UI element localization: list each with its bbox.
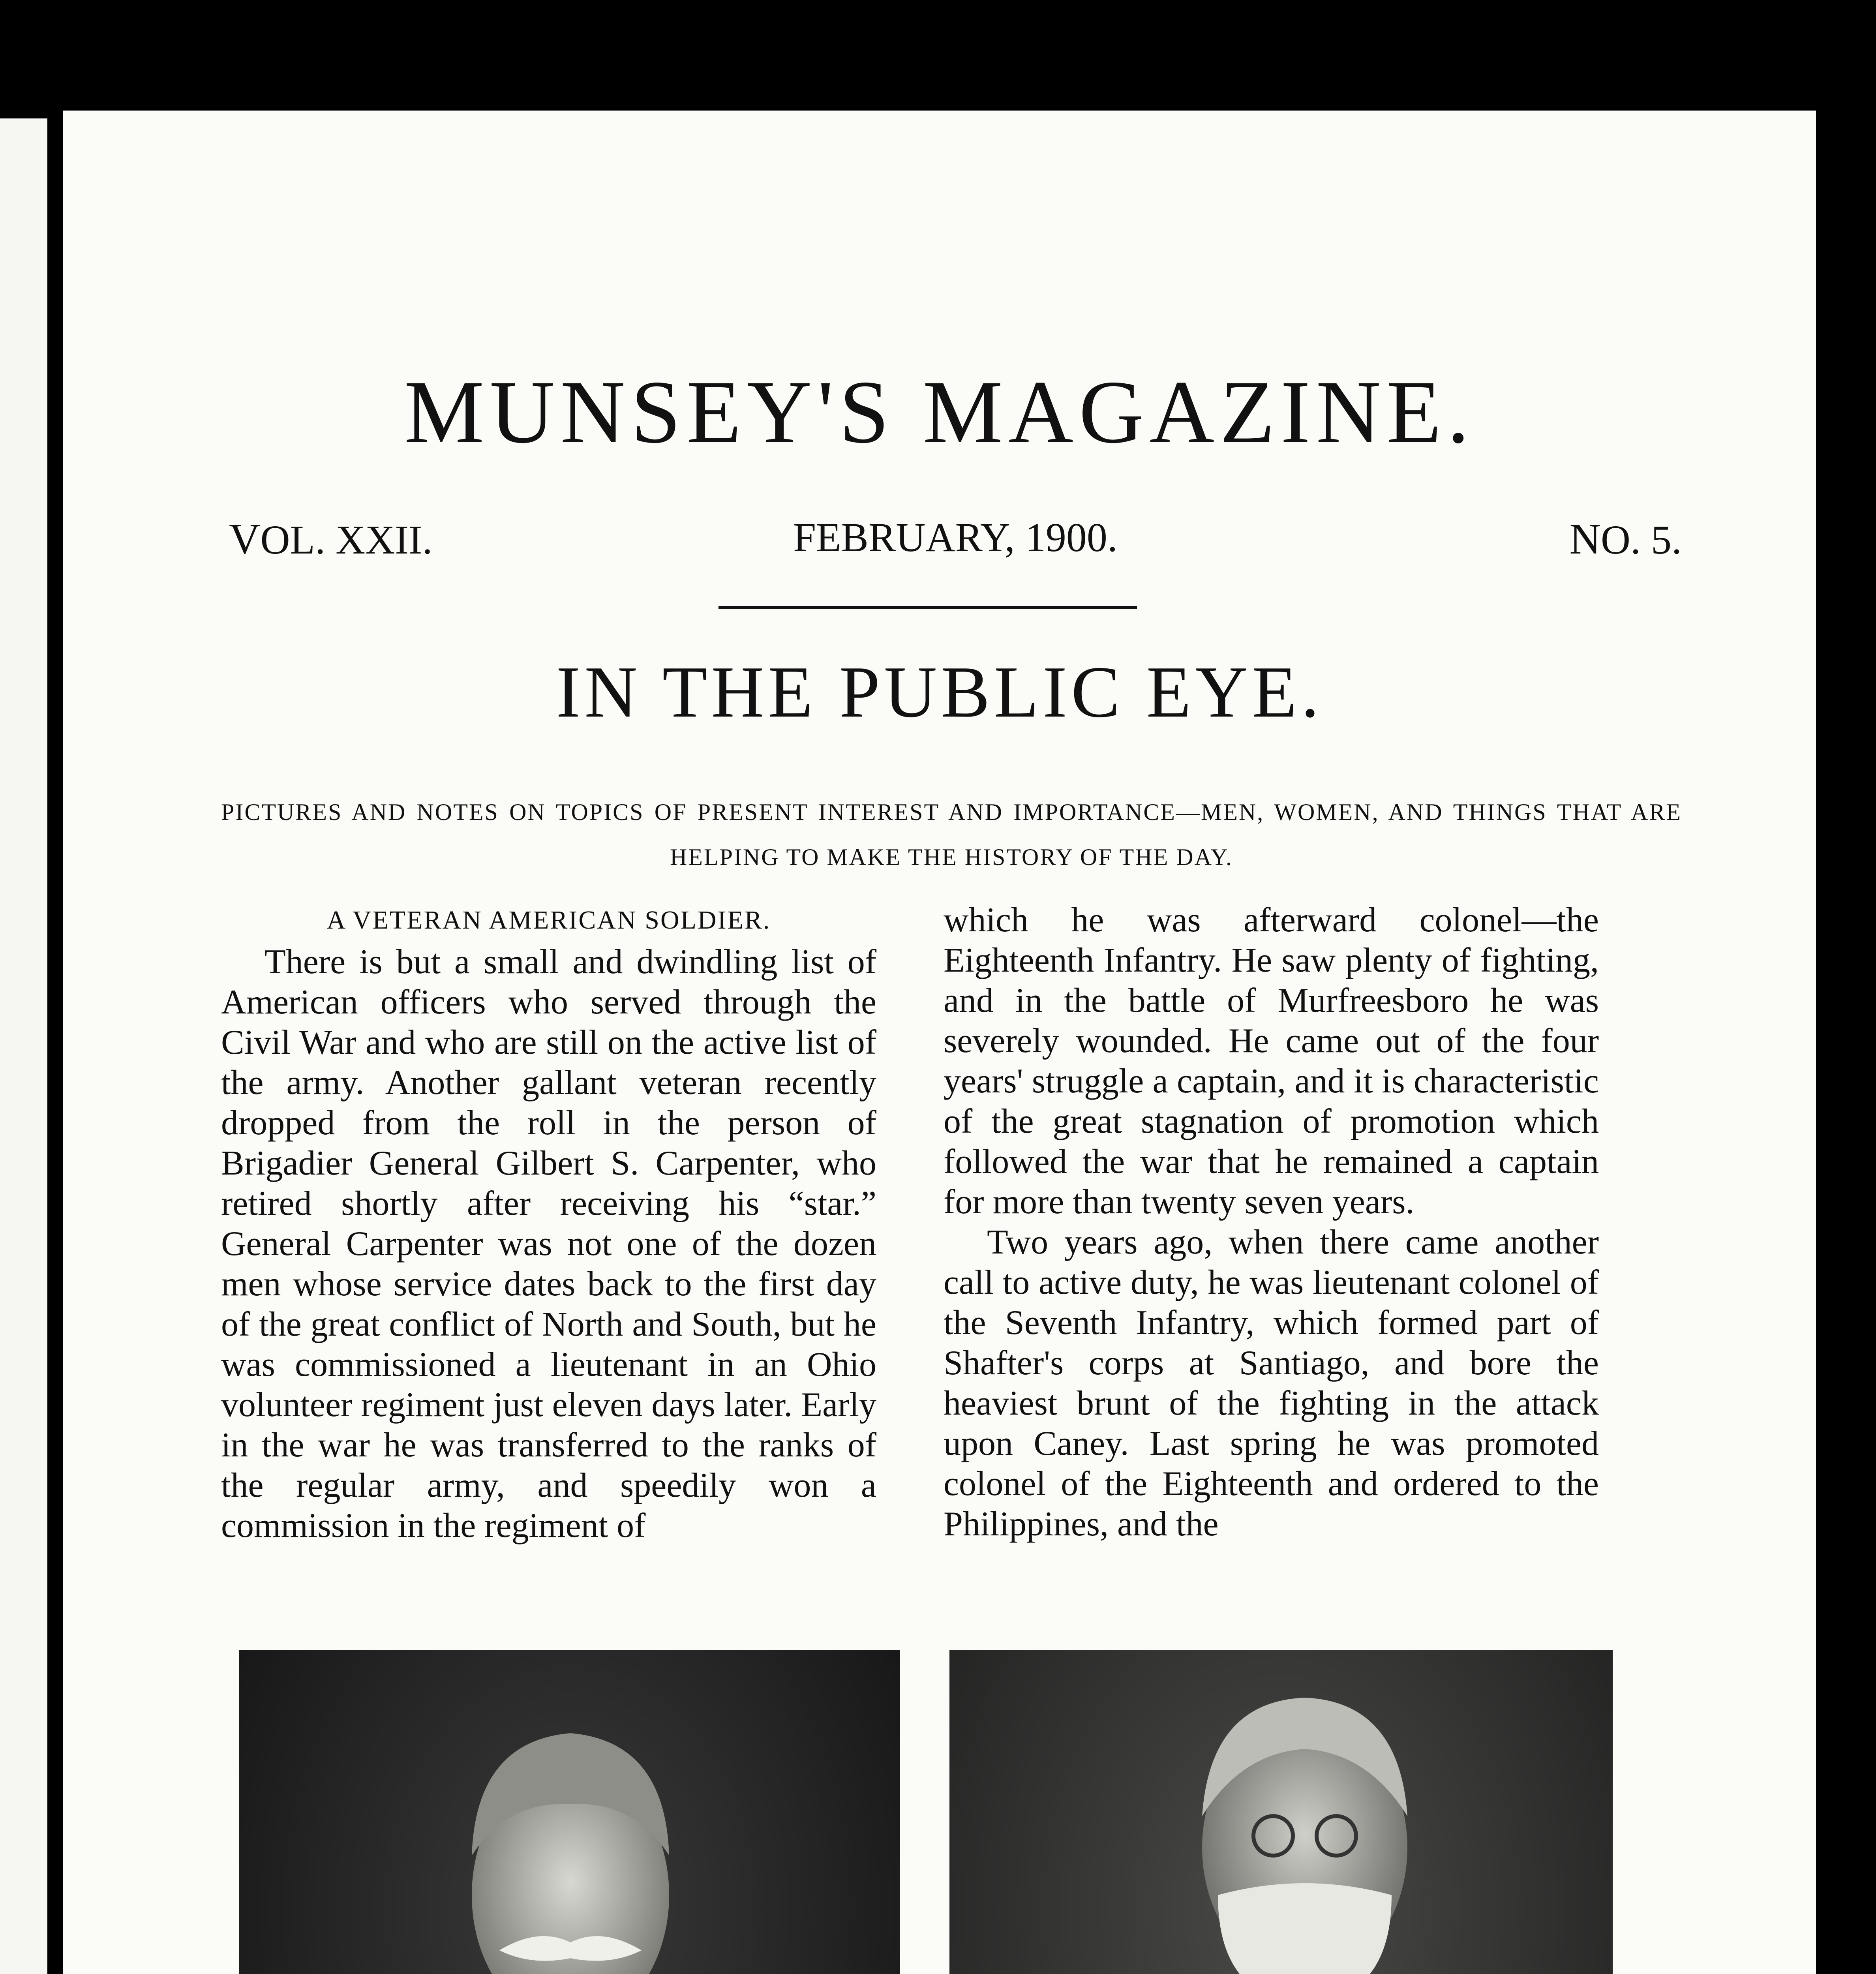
article-heading: A VETERAN AMERICAN SOLDIER. xyxy=(326,906,771,934)
magazine-page xyxy=(63,111,1816,1974)
volume-prefix: V xyxy=(229,515,261,563)
text-column-left xyxy=(221,900,876,1546)
portrait-carpenter-image xyxy=(949,1650,1613,1974)
portrait-duvall xyxy=(239,1650,900,1974)
issue-date: FEBRUARY, 1900. xyxy=(793,515,1118,560)
section-title: IN THE PUBLIC EYE. xyxy=(556,651,1323,733)
volume-rest: OL. XXII. xyxy=(260,517,433,563)
adjacent-page-edge xyxy=(0,118,47,1974)
number-rest: O. 5. xyxy=(1600,517,1682,563)
text-column-right xyxy=(944,900,1599,1544)
divider-rule xyxy=(719,606,1137,609)
article-paragraph: There is but a small and dwindling list of American officers who served through the Civil War and who are still on the active list of the army. Another gallant veteran recently dropped from the roll in the person of Brigadier General Gilbert S. Carpenter, who retired shortly after receiving his “star.” General Carpenter was not one of the dozen men whose service dates back to the first day of the great conflict of North and South, but he was commissioned a lieutenant in an Ohio volunteer regiment just eleven days later. Early in the war he was transferred to the ranks of the regular army, and speedily won a commission in the regiment of xyxy=(221,943,876,1545)
article-paragraph: which he was afterward colonel—the Eighteenth Infantry. He saw plenty of fighting, and in the battle of Murfreesboro he was severely wounded. He came out of the four years' struggle a captain, and it is characteristic of the great stagnation of promotion which followed the war that he remained a captain for more than twenty seven years. xyxy=(944,901,1599,1221)
portrait-carpenter xyxy=(949,1650,1613,1974)
section-subtitle: PICTURES AND NOTES ON TOPICS OF PRESENT INTEREST AND IMPORTANCE—MEN, WOMEN, AND THINGS THAT ARE HELPING TO MAKE THE HISTORY OF THE DAY. xyxy=(221,799,1682,870)
portrait-duvall-image xyxy=(239,1650,900,1974)
issue-number xyxy=(1569,517,1682,561)
masthead: MUNSEY'S MAGAZINE. xyxy=(404,362,1475,462)
article-paragraph: Two years ago, when there came another call to active duty, he was lieutenant colonel of the Seventh Infantry, which formed part of Shafter's corps at Santiago, and bore the heaviest brunt of the fighting in the attack upon Caney. Last spring he was promoted colonel of the Eighteenth and ordered to the Philippines, and the xyxy=(944,1223,1599,1543)
number-prefix: N xyxy=(1569,515,1601,563)
